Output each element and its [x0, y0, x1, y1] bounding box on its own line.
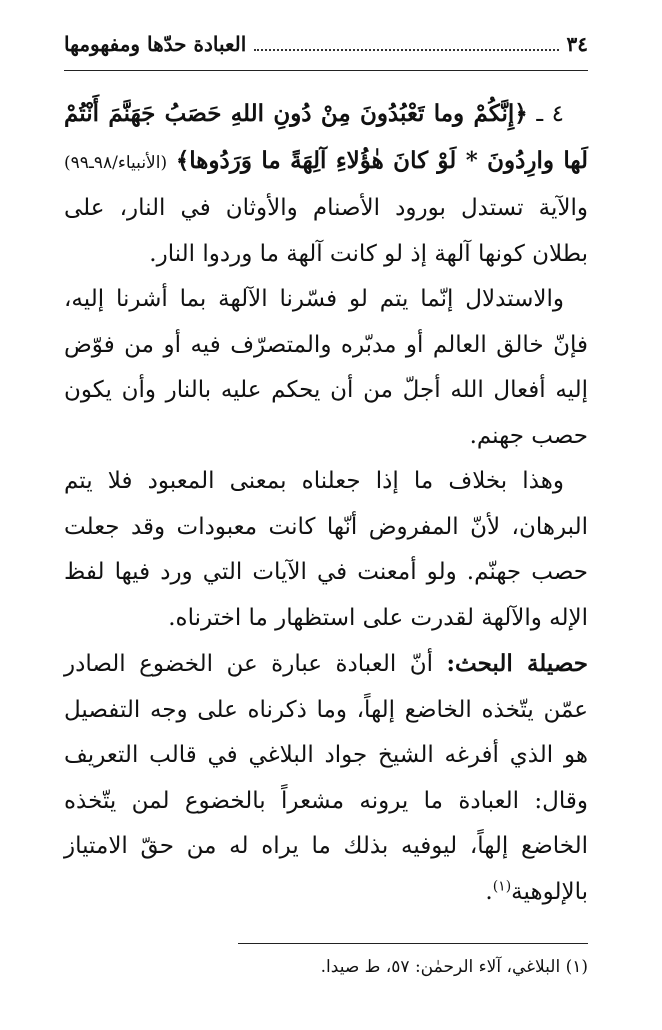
- paragraph-4-text: أنّ العبادة عبارة عن الخضوع الصادر عمّن يتّخذه الخاضع إلهاً، وما ذكرناه على وجه التفصيل هو الذي أفرغه الشيخ جواد البلاغي في قالب التعريف وقال: العبادة ما يرونه مشعراً بالخضوع لمن يتّخذه الخاضع إلهاً، ليوفيه بذلك ما يراه له من حقّ الامتياز بالإلوهية: [64, 651, 588, 905]
- quran-verse: ﴿إِنَّكُمْ وما تَعْبُدُونَ مِنْ دُونِ اللهِ حَصَبُ جَهَنَّمَ أَنْتُمْ لَها وارِدُونَ * لَوْ كانَ هٰؤُلاءِ آلِهَةً ما وَرَدُوها﴾: [64, 100, 588, 174]
- footnote-marker: (١): [492, 877, 512, 894]
- page-number: ٣٤: [566, 32, 588, 56]
- paragraph-1: [64, 91, 588, 277]
- verse-reference: (الأنبياء/٩٨ـ٩٩): [64, 152, 168, 173]
- summary-lead: حصيلة البحث:: [446, 650, 588, 677]
- item-number: ٤ ـ: [536, 101, 564, 127]
- paragraph-4: [64, 641, 588, 915]
- book-page: [64, 24, 588, 982]
- running-title: العبادة حدّها ومفهومها: [64, 32, 247, 56]
- paragraph-3: وهذا بخلاف ما إذا جعلناه بمعنى المعبود فلا يتم البرهان، لأنّ المفروض أنّها كانت معبودات وقد جعلت حصب جهنّم. ولو أمعنت في الآيات التي ورد فيها لفظ الإله والآلهة لقدرت على استظهار ما اخترناه.: [64, 468, 588, 631]
- footnote-divider: [238, 943, 588, 944]
- footnote: (١) البلاغي، آلاء الرحمٰن: ٥٧، ط صيدا.: [320, 957, 588, 977]
- body-text: [64, 91, 588, 915]
- paragraph-4-end: .: [485, 878, 493, 905]
- page-header: [64, 24, 588, 71]
- paragraph-2: والاستدلال إنّما يتم لو فسّرنا الآلهة بما أشرنا إليه، فإنّ خالق العالم أو مدبّره والمتصرّف فيه أو من فوّض إليه أفعال الله أجلّ من أن يحكم عليه بالنار وأن يكون حصب جهنم.: [64, 286, 588, 449]
- leader-dots: [254, 49, 558, 51]
- paragraph-1-text: والآية تستدل بورود الأصنام والأوثان في النار، على بطلان كونها آلهة إذ لو كانت آلهة ما وردوا النار.: [64, 195, 588, 267]
